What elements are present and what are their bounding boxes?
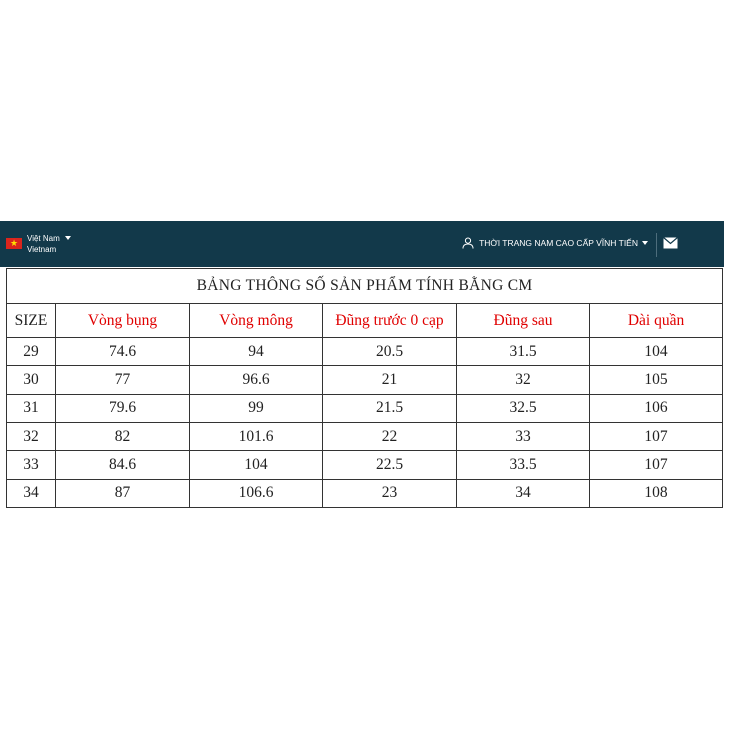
table-cell: 21 — [323, 366, 457, 394]
user-icon — [462, 237, 474, 249]
table-cell: 30 — [7, 366, 56, 394]
table-cell: 33 — [457, 422, 590, 450]
table-cell: 29 — [7, 337, 56, 365]
table-cell: 32.5 — [457, 394, 590, 422]
region-selector[interactable] — [6, 233, 71, 255]
table-cell: 33.5 — [457, 451, 590, 479]
table-cell: 84.6 — [56, 451, 190, 479]
table-cell: 22.5 — [323, 451, 457, 479]
region-country: Việt Nam — [27, 234, 60, 243]
table-cell: 34 — [457, 479, 590, 507]
table-cell: 79.6 — [56, 394, 190, 422]
vietnam-flag-icon — [6, 238, 22, 249]
column-header-back-rise: Đũng sau — [457, 304, 590, 337]
table-row — [7, 337, 723, 365]
table-cell: 99 — [190, 394, 323, 422]
table-cell: 32 — [7, 422, 56, 450]
table-cell: 107 — [590, 451, 723, 479]
chevron-down-icon — [642, 241, 648, 245]
table-title: BẢNG THÔNG SỐ SẢN PHẨM TÍNH BẰNG CM — [7, 269, 723, 304]
table-cell: 33 — [7, 451, 56, 479]
divider — [656, 233, 657, 257]
column-header-size: SIZE — [7, 304, 56, 337]
table-row — [7, 479, 723, 507]
header-row — [7, 304, 723, 337]
table-cell: 23 — [323, 479, 457, 507]
table-cell: 108 — [590, 479, 723, 507]
table-cell: 107 — [590, 422, 723, 450]
top-nav-bar — [0, 221, 724, 267]
column-header-hip: Vòng mông — [190, 304, 323, 337]
region-language: Vietnam — [27, 245, 57, 254]
table-cell: 96.6 — [190, 366, 323, 394]
column-header-front-rise: Đũng trước 0 cạp — [323, 304, 457, 337]
table-cell: 104 — [590, 337, 723, 365]
shop-account-menu[interactable] — [462, 237, 648, 249]
table-cell: 74.6 — [56, 337, 190, 365]
region-text — [27, 233, 60, 255]
table-cell: 87 — [56, 479, 190, 507]
table-row — [7, 422, 723, 450]
table-cell: 105 — [590, 366, 723, 394]
table-cell: 31.5 — [457, 337, 590, 365]
table-cell: 22 — [323, 422, 457, 450]
size-chart-table — [6, 268, 723, 508]
table-cell: 31 — [7, 394, 56, 422]
mail-icon[interactable] — [663, 237, 678, 249]
table-cell: 34 — [7, 479, 56, 507]
shop-name: THỜI TRANG NAM CAO CẤP VĨNH TIẾN — [479, 238, 638, 248]
table-cell: 77 — [56, 366, 190, 394]
table-cell: 82 — [56, 422, 190, 450]
table-row — [7, 394, 723, 422]
table-cell: 104 — [190, 451, 323, 479]
table-row — [7, 366, 723, 394]
table-cell: 106 — [590, 394, 723, 422]
table-cell: 20.5 — [323, 337, 457, 365]
table-cell: 94 — [190, 337, 323, 365]
table-cell: 32 — [457, 366, 590, 394]
chevron-down-icon — [65, 236, 71, 240]
table-row — [7, 451, 723, 479]
table-cell: 101.6 — [190, 422, 323, 450]
column-header-waist: Vòng bụng — [56, 304, 190, 337]
column-header-length: Dài quần — [590, 304, 723, 337]
table-cell: 106.6 — [190, 479, 323, 507]
table-cell: 21.5 — [323, 394, 457, 422]
